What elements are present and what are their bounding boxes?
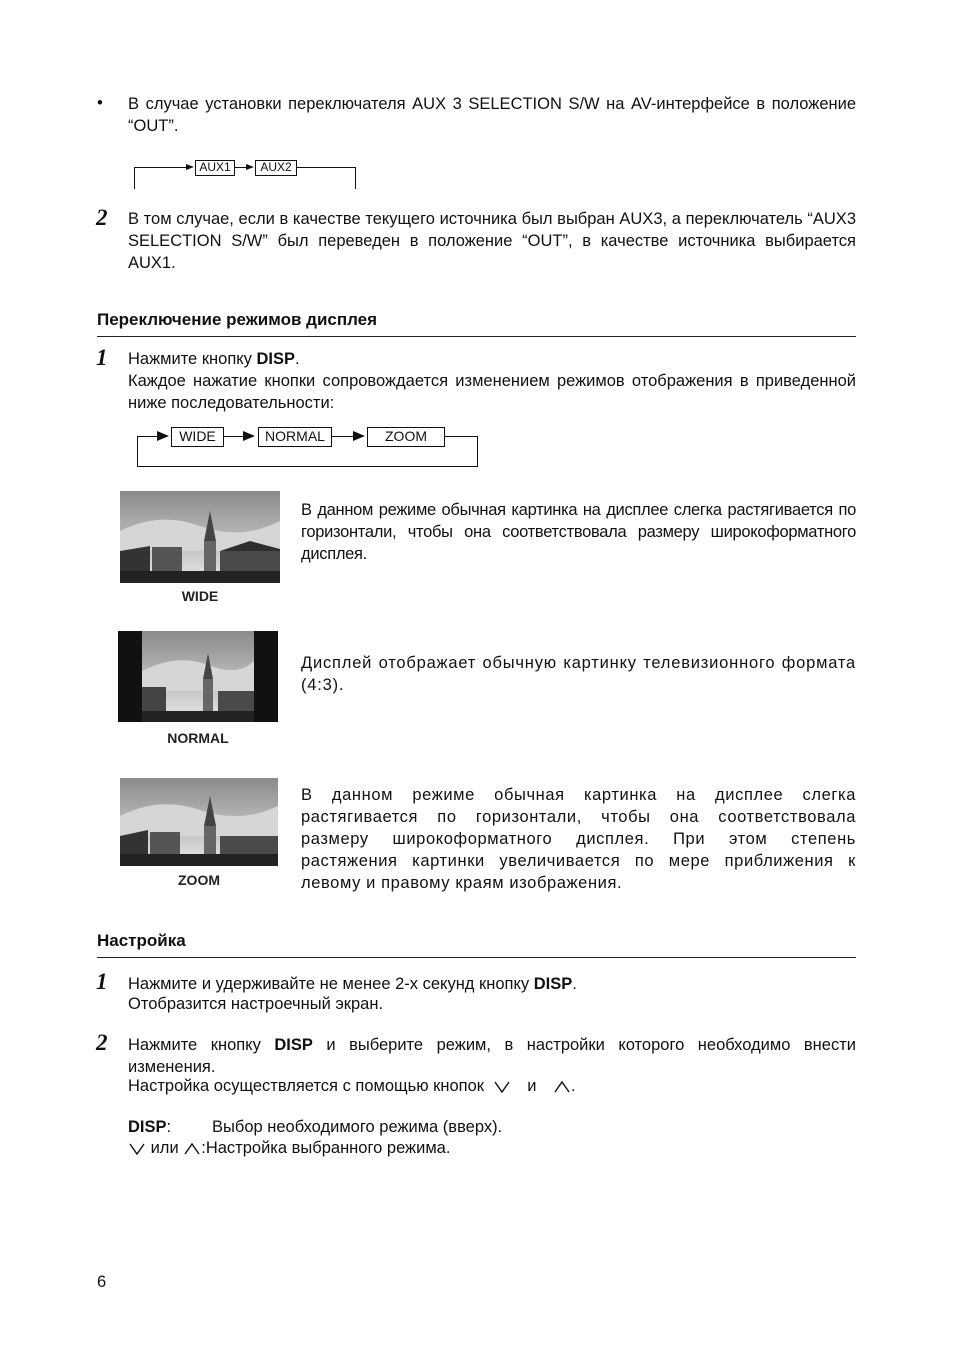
zoom-description: В данном режиме обычная картинка на дисплее слегка растягивается по горизонтали, чтобы она соответствовала размеру широкоформатного дисплея. При этом степень растяжения картинки увеличивается по мере приближения к левому и правому краям изображения. [301, 786, 856, 892]
wide-description: В данном режиме обычная картинка на дисплее слегка растягивается по горизонтали, чтобы она соответствовала размеру широкоформатного дисплея. [301, 501, 856, 563]
aux1-box: AUX1 [195, 160, 235, 176]
disp-key: DISP [274, 1036, 313, 1054]
display-step1-line: Нажмите кнопку DISP. [128, 350, 300, 368]
zoom-caption: ZOOM [178, 872, 220, 888]
disp-key-description: DISP: [128, 1118, 172, 1136]
up-arrow-icon [553, 1080, 571, 1094]
disp-key: DISP [533, 975, 573, 993]
setup-section-rule [97, 957, 856, 958]
aux2-box: AUX2 [255, 160, 297, 176]
display-section-rule [97, 336, 856, 337]
step-number-2-top: 2 [96, 205, 108, 230]
setup-step-number-1: 1 [96, 969, 108, 994]
wide-mode-image [120, 491, 280, 583]
arrows-key-description: или :Настройка выбранного режима. [128, 1137, 856, 1159]
down-arrow-icon [128, 1142, 146, 1156]
display-step1-desc: Каждое нажатие кнопки сопровождается изменением режимов отображения в приведенной ниже последовательности: [128, 372, 856, 412]
disp-key: DISP [256, 350, 296, 368]
setup-step1-line: Нажмите и удерживайте не менее 2-х секунд кнопку DISP. [128, 975, 577, 993]
page-number: 6 [97, 1273, 107, 1291]
setup-step1-desc: Отобразится настроечный экран. [128, 995, 384, 1013]
display-section-title: Переключение режимов дисплея [97, 310, 378, 329]
normal-mode-image [118, 631, 278, 722]
wide-box: WIDE [171, 427, 224, 447]
zoom-mode-image [120, 778, 278, 866]
setup-section-title: Настройка [97, 931, 186, 950]
zoom-box: ZOOM [367, 427, 445, 447]
disp-function-text: Выбор необходимого режима (вверх). [212, 1118, 503, 1136]
normal-caption: NORMAL [167, 730, 229, 746]
normal-description: Дисплей отображает обычную картинку телевизионного формата (4:3). [301, 654, 856, 694]
setup-step2-desc: Настройка осуществляется с помощью кнопок и . [128, 1077, 576, 1095]
up-arrow-icon [183, 1142, 201, 1156]
setup-step2-text: Нажмите кнопку DISP и выберите режим, в настройки которого необходимо внести изменения. [128, 1036, 856, 1076]
aux3-note: В случае установки переключателя AUX 3 SELECTION S/W на AV-интерфейсе в положение “OUT”. [128, 95, 856, 135]
normal-box: NORMAL [258, 427, 332, 447]
down-arrow-icon [493, 1080, 511, 1094]
aux3-step-text: В том случае, если в качестве текущего источника был выбран AUX3, а переключатель “AUX3 SELECTION S/W” был переведен в положение “OUT”, в качестве источника выбирается AUX1. [128, 210, 856, 272]
wide-caption: WIDE [181, 588, 219, 604]
setup-step-number-2: 2 [96, 1030, 108, 1055]
bullet: • [97, 94, 103, 112]
display-step-number-1: 1 [96, 345, 108, 370]
